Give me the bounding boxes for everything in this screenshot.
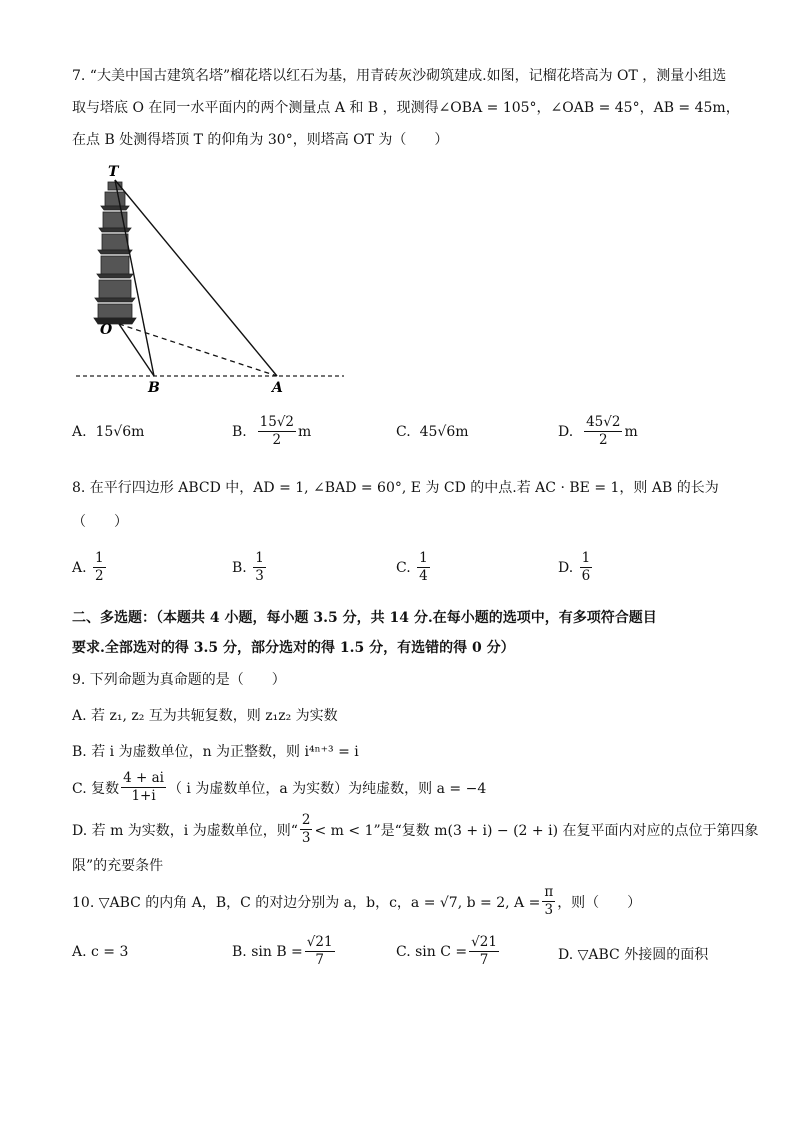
q7-option-d-fraction: $\frac{45√2}{2}$ bbox=[586, 414, 621, 448]
q10-option-d[interactable]: D. ▽ABC 外接圆的面积 bbox=[558, 947, 709, 963]
label-T: T bbox=[108, 164, 119, 180]
q9-option-c-fraction: $\frac{4 + ai}{1+i}$ bbox=[123, 770, 164, 804]
q10-stem-fraction: $\frac{\pi}{3}$ bbox=[544, 884, 554, 918]
q9-stem: 9. 下列命题为真命题的是（ ） bbox=[72, 672, 286, 688]
label-A: A bbox=[272, 380, 283, 396]
q10-stem: 10. ▽ABC 的内角 A，B，C 的对边分别为 a，b，c，a = √7, b = 2, A = $\frac{\pi}{3}$ ，则（ ） bbox=[72, 884, 642, 918]
q7-option-c[interactable]: C. 45√6m bbox=[396, 424, 469, 440]
line-TA bbox=[115, 180, 277, 376]
q8-option-b[interactable]: B. $\frac{1}{3}$ bbox=[232, 550, 264, 584]
q7-option-a[interactable]: A. 15√6m bbox=[72, 424, 145, 440]
q9-option-a[interactable]: A. 若 z₁, z₂ 互为共轭复数，则 z₁z₂ 为实数 bbox=[72, 708, 338, 724]
q8-option-c[interactable]: C. $\frac{1}{4}$ bbox=[396, 550, 428, 584]
line-OA bbox=[119, 324, 277, 376]
q10-option-c[interactable]: C. sin C = $\frac{√21}{7}$ bbox=[396, 934, 497, 968]
q7-option-d[interactable]: D. $\frac{45√2}{2}$ m bbox=[558, 414, 638, 448]
q8-option-d[interactable]: D. $\frac{1}{6}$ bbox=[558, 550, 591, 584]
q9-option-b[interactable]: B. 若 i 为虚数单位，n 为正整数，则 i⁴ⁿ⁺³ = i bbox=[72, 744, 359, 760]
q7-stem-line-1: 7. “大美中国古建筑名塔”榴花塔以红石为基，用青砖灰沙砌筑建成.如图，记榴花塔高为 OT ，测量小组选 bbox=[72, 68, 727, 84]
q7-pagoda-figure bbox=[72, 158, 362, 398]
section-2-heading-line-1: 二、多选题：（本题共 4 小题，每小题 3.5 分，共 14 分.在每小题的选项中，有多项符合题目 bbox=[72, 610, 657, 626]
q8-option-a[interactable]: A. $\frac{1}{2}$ bbox=[72, 550, 104, 584]
q8-stem-line-1: 8. 在平行四边形 ABCD 中，AD = 1, ∠BAD = 60°, E 为 CD 的中点.若 AC · BE = 1，则 AB 的长为 bbox=[72, 480, 719, 496]
q8-stem-line-2: （ ） bbox=[72, 514, 128, 530]
q7-stem-line-2: 取与塔底 O 在同一水平面内的两个测量点 A 和 B ，现测得∠OBA = 105°，∠OAB = 45°，AB = 45m， bbox=[72, 100, 740, 116]
label-B: B bbox=[148, 380, 160, 396]
q7-option-b-fraction: $\frac{15√2}{2}$ bbox=[259, 414, 295, 448]
q7-option-b[interactable]: B. $\frac{15√2}{2}$ m bbox=[232, 414, 312, 448]
q9-option-d-fraction: $\frac{2}{3}$ bbox=[301, 812, 311, 846]
q9-option-c[interactable]: C. 复数 $\frac{4 + ai}{1+i}$ （ i 为虚数单位，a 为实数）为纯虚数，则 a = −4 bbox=[72, 770, 487, 804]
q10-option-a[interactable]: A. c = 3 bbox=[72, 944, 129, 960]
q10-option-b[interactable]: B. sin B = $\frac{√21}{7}$ bbox=[232, 934, 333, 968]
q9-option-d[interactable]: D. 若 m 为实数，i 为虚数单位，则“ $\frac{2}{3}$ < m < 1”是“复数 m(3 + i) − (2 + i) 在复平面内对应的点位于第四象 bbox=[72, 812, 759, 846]
q7-stem-line-3: 在点 B 处测得塔顶 T 的仰角为 30°，则塔高 OT 为（ ） bbox=[72, 132, 449, 148]
section-2-heading-line-2: 要求.全部选对的得 3.5 分，部分选对的得 1.5 分，有选错的得 0 分） bbox=[72, 640, 515, 656]
label-O: O bbox=[100, 322, 113, 338]
q9-option-d-line-2: 限”的充要条件 bbox=[72, 858, 164, 874]
